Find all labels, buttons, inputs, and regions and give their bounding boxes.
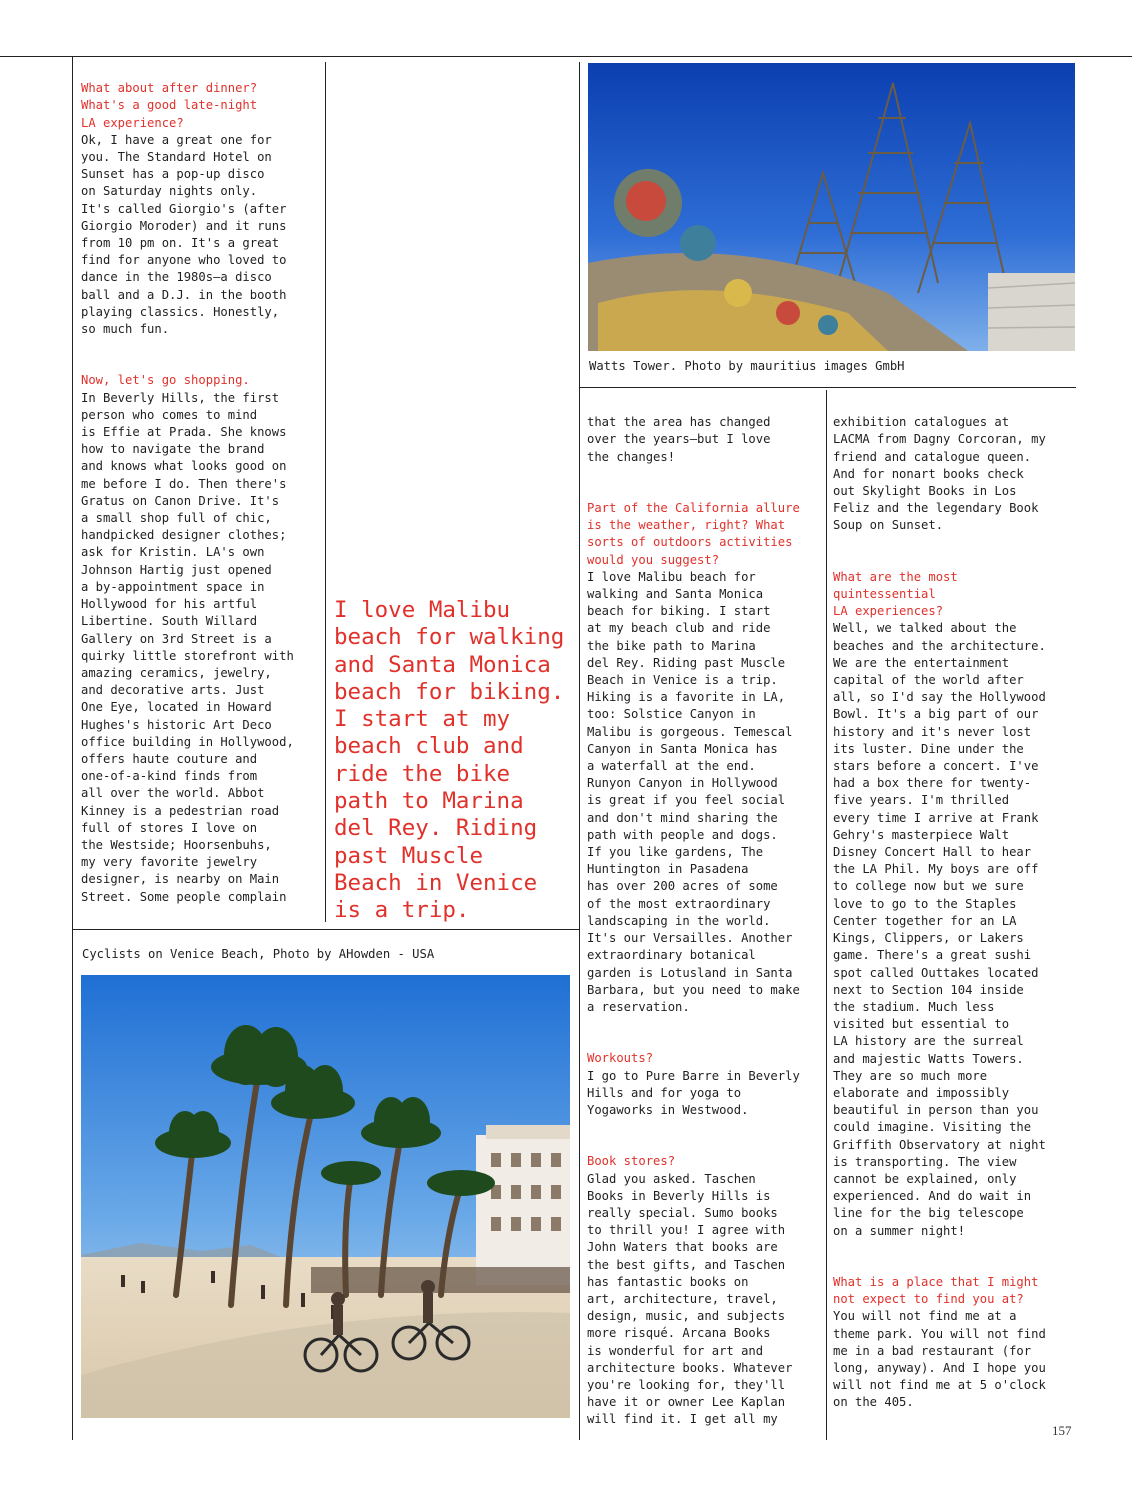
answer-text: I go to Pure Barre in Beverly Hills and for yoga to Yogaworks in Westwood. xyxy=(587,1068,800,1117)
pullquote-bottom-rule xyxy=(73,929,579,930)
watts-tower-photo xyxy=(588,63,1075,351)
question-heading: Part of the California allure is the weather, right? What sorts of outdoors activities would you suggest? xyxy=(587,501,800,567)
column1-right-rule xyxy=(325,62,326,922)
section-after-dinner xyxy=(81,80,325,338)
question-heading: What about after dinner? What's a good late-night LA experience? xyxy=(81,81,258,130)
column4-lead: exhibition catalogues at LACMA from Dagny Corcoran, my friend and catalogue queen. And for nonart books check out Skylight Books in Los Feliz and the legendary Book Soup on Sunset. xyxy=(833,415,1046,533)
answer-text: I love Malibu beach for walking and Santa Monica beach for biking. I start at my beach club and ride the bike path to Marina del Rey. Riding past Muscle Beach in Venice is a trip. Hiking is a favorite in LA, too: Solstice Canyon in Malibu is gorgeous. Temescal Canyon in Santa Monica has a waterfall at the end. Runyon Canyon in Hollywood is great if you feel social and don't mind sharing the path with people and dogs. If you like gardens, The Huntington in Pasadena has over 200 acres of some of the most extraordinary landscaping in the world. It's our Versailles. Another extraordinary botanical garden is Lotusland in Santa Barbara, but you need to make a reservation. xyxy=(587,569,800,1014)
page-number: 157 xyxy=(1052,1423,1072,1438)
section-workouts xyxy=(587,1050,825,1119)
question-heading: What is a place that I might not expect to find you at? xyxy=(833,1274,1039,1307)
column3-right-rule xyxy=(826,390,827,1440)
question-heading: Book stores? xyxy=(587,1154,676,1169)
article-column-4 xyxy=(833,397,1078,1429)
section-book-stores xyxy=(587,1153,825,1428)
question-heading: Workouts? xyxy=(587,1051,654,1066)
center-gutter-rule xyxy=(579,62,580,1440)
column3-lead: that the area has changed over the years–but I love the changes! xyxy=(587,415,771,464)
answer-text: You will not find me at a theme park. You will not find me in a bad restaurant (for long, anyway). And I hope you will not find me at 5 o'clock on the 405. xyxy=(833,1309,1046,1410)
section-shopping xyxy=(81,372,325,905)
question-heading: What are the most quintessential LA experiences? xyxy=(833,569,958,619)
pull-quote: I love Malibu beach for walking and Santa Monica beach for biking. I start at my beach club and ride the bike path to Marina del Rey. Riding past Muscle Beach in Venice is a trip. xyxy=(334,597,565,924)
section-outdoors xyxy=(587,500,825,1016)
answer-text: Well, we talked about the beaches and the architecture. We are the entertainment capital of the world after all, so I'd say the Hollywood Bowl. It's a big part of our history and it's never lost its luster. Dine under the stars before a concert. I've had a box there for twenty- five years. I'm thrilled every time I arrive at Frank Gehry's masterpiece Walt Disney Concert Hall to hear the LA Phil. My boys are off to college now but we sure love to go to the Staples Center together for an LA Kings, Clippers, or Lakers game. There's a great sushi spot called Outtakes located next to Section 104 inside the stadium. Much less visited but essential to LA history are the surreal and majestic Watts Towers. They are so much more elaborate and impossibly beautiful in person than you could imagine. Visiting the Griffith Observatory at night is transporting. The view cannot be explained, only experienced. And do wait in line for the big telescope on a summer night! xyxy=(833,621,1046,1238)
answer-text: In Beverly Hills, the first person who comes to mind is Effie at Prada. She knows how to navigate the brand and knows what looks good on me before I do. Then there's Gratus on Canon Drive. It's a small shop full of chic, handpicked designer clothes; ask for Kristin. LA's own Johnson Hartig just opened a by-appointment space in Hollywood for his artful Libertine. South Willard Gallery on 3rd Street is a quirky little storefront with amazing ceramics, jewelry, and decorative arts. Just One Eye, located in Howard Hughes's historic Art Deco office building in Hollywood, offers haute couture and one-of-a-kind finds from all over the world. Abbot Kinney is a pedestrian road full of stores I love on the Westside; Hoorsenbuhs, my very favorite jewelry designer, is nearby on Main Street. Some people complain xyxy=(81,390,294,904)
left-margin-rule xyxy=(72,56,73,1440)
top-rule xyxy=(0,56,1132,57)
question-heading: Now, let's go shopping. xyxy=(81,373,250,388)
watts-photo-caption: Watts Tower. Photo by mauritius images GmbH xyxy=(589,359,905,373)
article-column-3 xyxy=(587,397,825,1446)
answer-text: Glad you asked. Taschen Books in Beverly Hills is really special. Sumo books to thrill you! I agree with John Waters that books are the best gifts, and Taschen has fantastic books on art, architecture, travel, design, music, and subjects more risqué. Arcana Books is wonderful for art and architecture books. Whatever you're looking for, they'll have it or owner Lee Kaplan will find it. I get all my xyxy=(587,1171,793,1427)
section-unexpected-place xyxy=(833,1274,1078,1412)
answer-text: Ok, I have a great one for you. The Standard Hotel on Sunset has a pop-up disco on Saturday nights only. It's called Giorgio's (after Giorgio Moroder) and it runs from 10 pm on. It's a great find for anyone who loved to dance in the 1980s–a disco ball and a D.J. in the booth playing classics. Honestly, so much fun. xyxy=(81,132,287,337)
article-column-1 xyxy=(81,63,325,923)
section-la-experiences xyxy=(833,569,1078,1240)
watts-caption-rule xyxy=(580,387,1076,388)
venice-photo-caption: Cyclists on Venice Beach, Photo by AHowden - USA xyxy=(82,947,435,961)
venice-beach-photo xyxy=(81,975,570,1418)
